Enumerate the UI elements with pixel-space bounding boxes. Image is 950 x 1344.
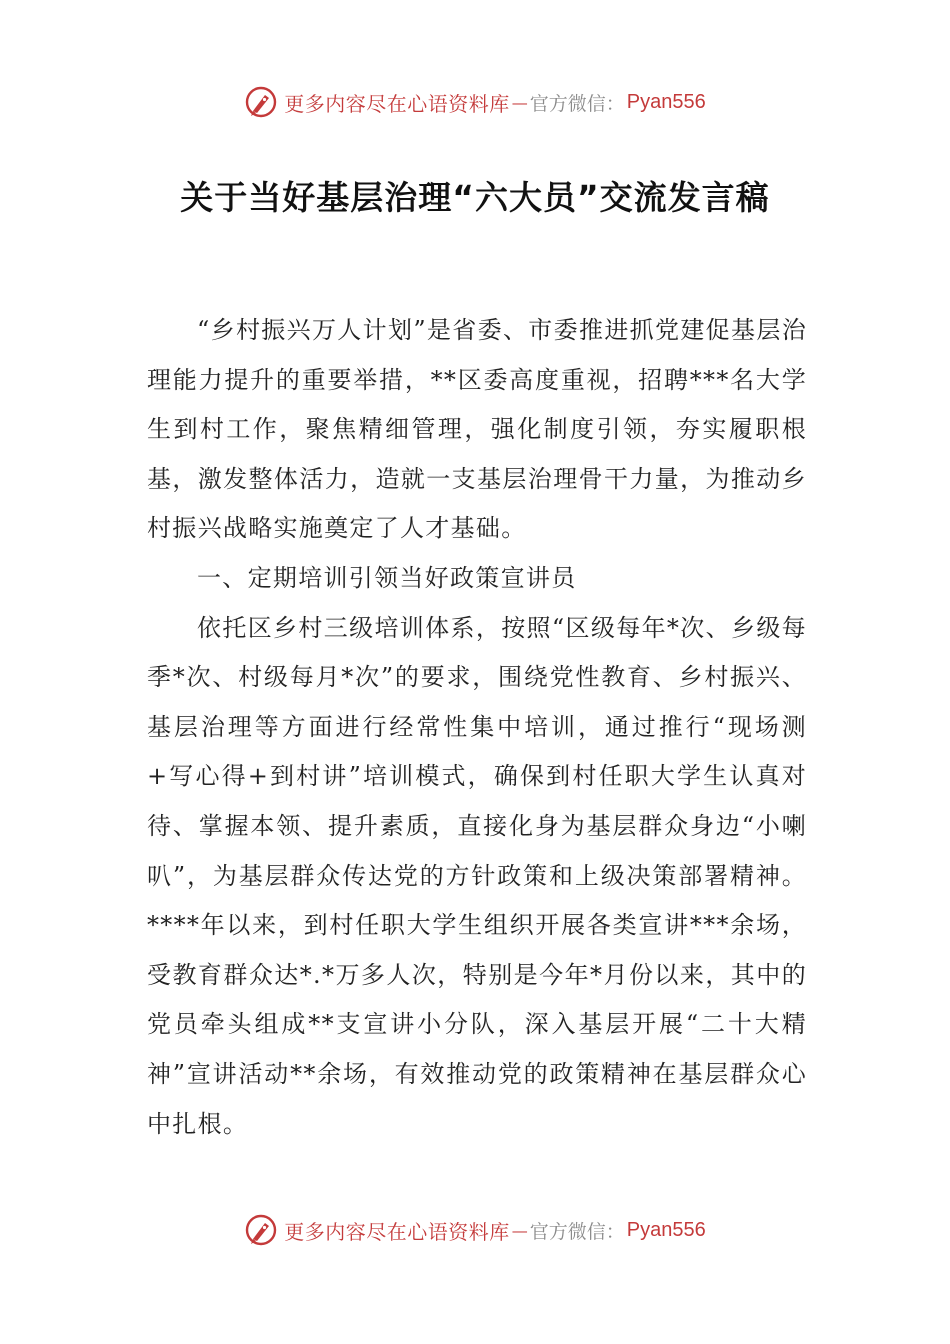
banner-official-label: 官方微信：	[529, 92, 625, 115]
section-heading-1: 一、定期培训引领当好政策宣讲员	[197, 563, 577, 592]
banner-dash: —	[511, 92, 528, 112]
footer-banner	[0, 1210, 950, 1250]
banner-brand-text: 更多内容尽在心语资料库	[284, 1219, 510, 1244]
paragraph-intro: “乡村振兴万人计划”是省委、市委推进抓党建促基层治理能力提升的重要举措，**区委高度重视，招聘***名大学生到村工作，聚焦精细管理，强化制度引领，夯实履职根基，激发整体活力，造就一支基层治理骨干力量，为推动乡村振兴战略实施奠定了人才基础。	[147, 316, 807, 543]
banner-dash: —	[511, 1220, 528, 1240]
banner-wechat-id: Pyan556	[626, 90, 706, 113]
paragraph-section-1: 依托区乡村三级培训体系，按照“区级每年*次、乡级每季*次、村级每月*次”的要求，围绕党性教育、乡村振兴、基层治理等方面进行经常性集中培训，通过推行“现场测+写心得+到村讲”培训模式，确保到村任职大学生认真对待、掌握本领、提升素质，直接化身为基层群众身边“小喇叭”，为基层群众传达党的方针政策和上级决策部署精神。****年以来，到村任职大学生组织开展各类宣讲***余场，受教育群众达*.*万多人次，特别是今年*月份以来，其中的党员牵头组成**支宣讲小分队，深入基层开展“二十大精神”宣讲活动**余场，有效推动党的政策精神在基层群众心中扎根。	[147, 613, 807, 1138]
banner-brand-text: 更多内容尽在心语资料库	[284, 91, 510, 116]
banner-official-label: 官方微信：	[529, 1220, 625, 1243]
header-banner	[0, 82, 950, 122]
document-body	[147, 306, 807, 1149]
document-title: 关于当好基层治理“六大员”交流发言稿	[180, 178, 770, 217]
pen-nib-logo-icon	[244, 85, 278, 119]
pen-nib-logo-icon	[244, 1213, 278, 1247]
banner-wechat-id: Pyan556	[626, 1218, 706, 1241]
